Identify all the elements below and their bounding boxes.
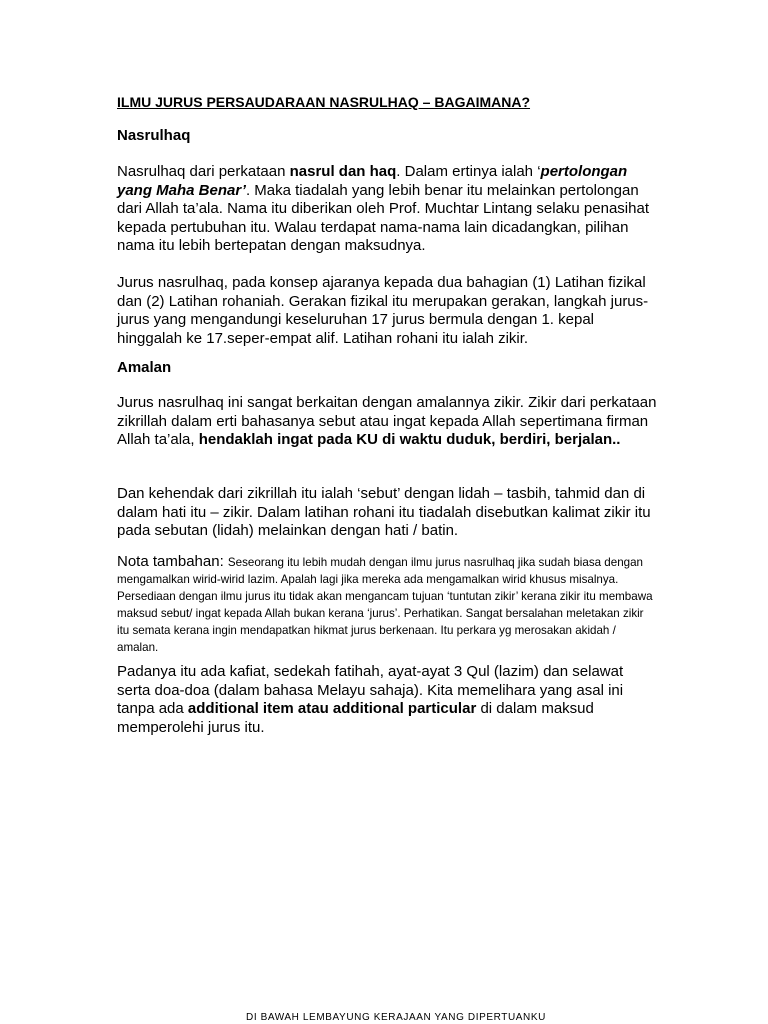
paragraph-text: di dalam maksud memperolehi jurus itu. [117, 700, 594, 736]
paragraph-text: Nasrulhaq dari perkataan [117, 163, 290, 180]
footer-text: DI BAWAH LEMBAYUNG KERAJAAN YANG DIPERTUANKU [246, 1012, 546, 1023]
paragraph-text: Jurus nasrulhaq ini sangat berkaitan dengan amalannya zikir. Zikir dari perkataan zikrillah dalam erti bahasanya sebut atau ingat kepada Allah sepertimana firman Allah ta’ala, [117, 394, 657, 448]
paragraph-note [117, 554, 657, 656]
page-footer [0, 1012, 768, 1024]
paragraph-zikir [117, 394, 657, 450]
document-title: ILMU JURUS PERSAUDARAAN NASRULHAQ – BAGAIMANA? [117, 94, 531, 110]
paragraph-text: . Maka tiadalah yang lebih benar itu melainkan pertolongan dari Allah ta’ala. Nama itu diberikan oleh Prof. Muchtar Lintang selaku penasihat kepada pertubuhan itu. Walau terdapat nama-nama lain dicadangkan, pilihan nama itu lebih bertepatan dengan maksudnya. [117, 181, 649, 254]
bold-quote: hendaklah ingat pada KU di waktu duduk, berdiri, berjalan.. [198, 431, 621, 448]
bold-term: nasrul dan haq [289, 163, 397, 180]
note-label: Nota tambahan: [117, 553, 228, 570]
bold-term: additional item atau additional particular [187, 700, 477, 717]
paragraph-definition [117, 163, 657, 256]
paragraph-training: Jurus nasrulhaq, pada konsep ajaranya kepada dua bahagian (1) Latihan fizikal dan (2) Latihan rohaniah. Gerakan fizikal itu merupakan gerakan, langkah jurus-jurus yang mengandungi keseluruhan 17 jurus bermula dengan 1. kepal hinggalah ke 17.seper-empat alif. Latihan rohani itu ialah zikir. [117, 274, 649, 347]
section-heading-nasrulhaq: Nasrulhaq [117, 127, 191, 144]
note-text: Seseorang itu lebih mudah dengan ilmu jurus nasrulhaq jika sudah biasa dengan mengamalkan wirid-wirid lazim. Apalah lagi jika mereka ada mengamalkan wirid khusus misalnya. Persediaan dengan ilmu jurus itu tidak akan mengancam tujuan ‘tuntutan zikir’ kerana zikir itu membawa maksud sebut/ ingat kepada Allah bukan kerana ‘jurus’. Perhatikan. Sangat bersalahan meletakan zikir itu semata kerana ingin mendapatkan hikmat jurus berkenaan. Itu perkara yg merosakan akidah / amalan. [117, 556, 653, 654]
paragraph-text: Padanya itu ada kafiat, sedekah fatihah, ayat-ayat 3 Qul (lazim) dan selawat serta doa-doa (dalam bahasa Melayu sahaja). Kita memelihara yang asal ini tanpa ada [117, 663, 624, 717]
bold-italic-term: pertolongan yang Maha Benar’ [117, 163, 628, 199]
paragraph-kafiat [117, 663, 657, 737]
section-heading-amalan: Amalan [117, 359, 172, 376]
paragraph-zikrillah: Dan kehendak dari zikrillah itu ialah ‘sebut’ dengan lidah – tasbih, tahmid dan di dalam hati itu – zikir. Dalam latihan rohani itu tiadalah disebutkan kalimat zikir itu pada sebutan (lidah) melainkan dengan hati / batin. [117, 485, 651, 539]
paragraph-text: . Dalam ertinya ialah ‘ [396, 163, 541, 180]
